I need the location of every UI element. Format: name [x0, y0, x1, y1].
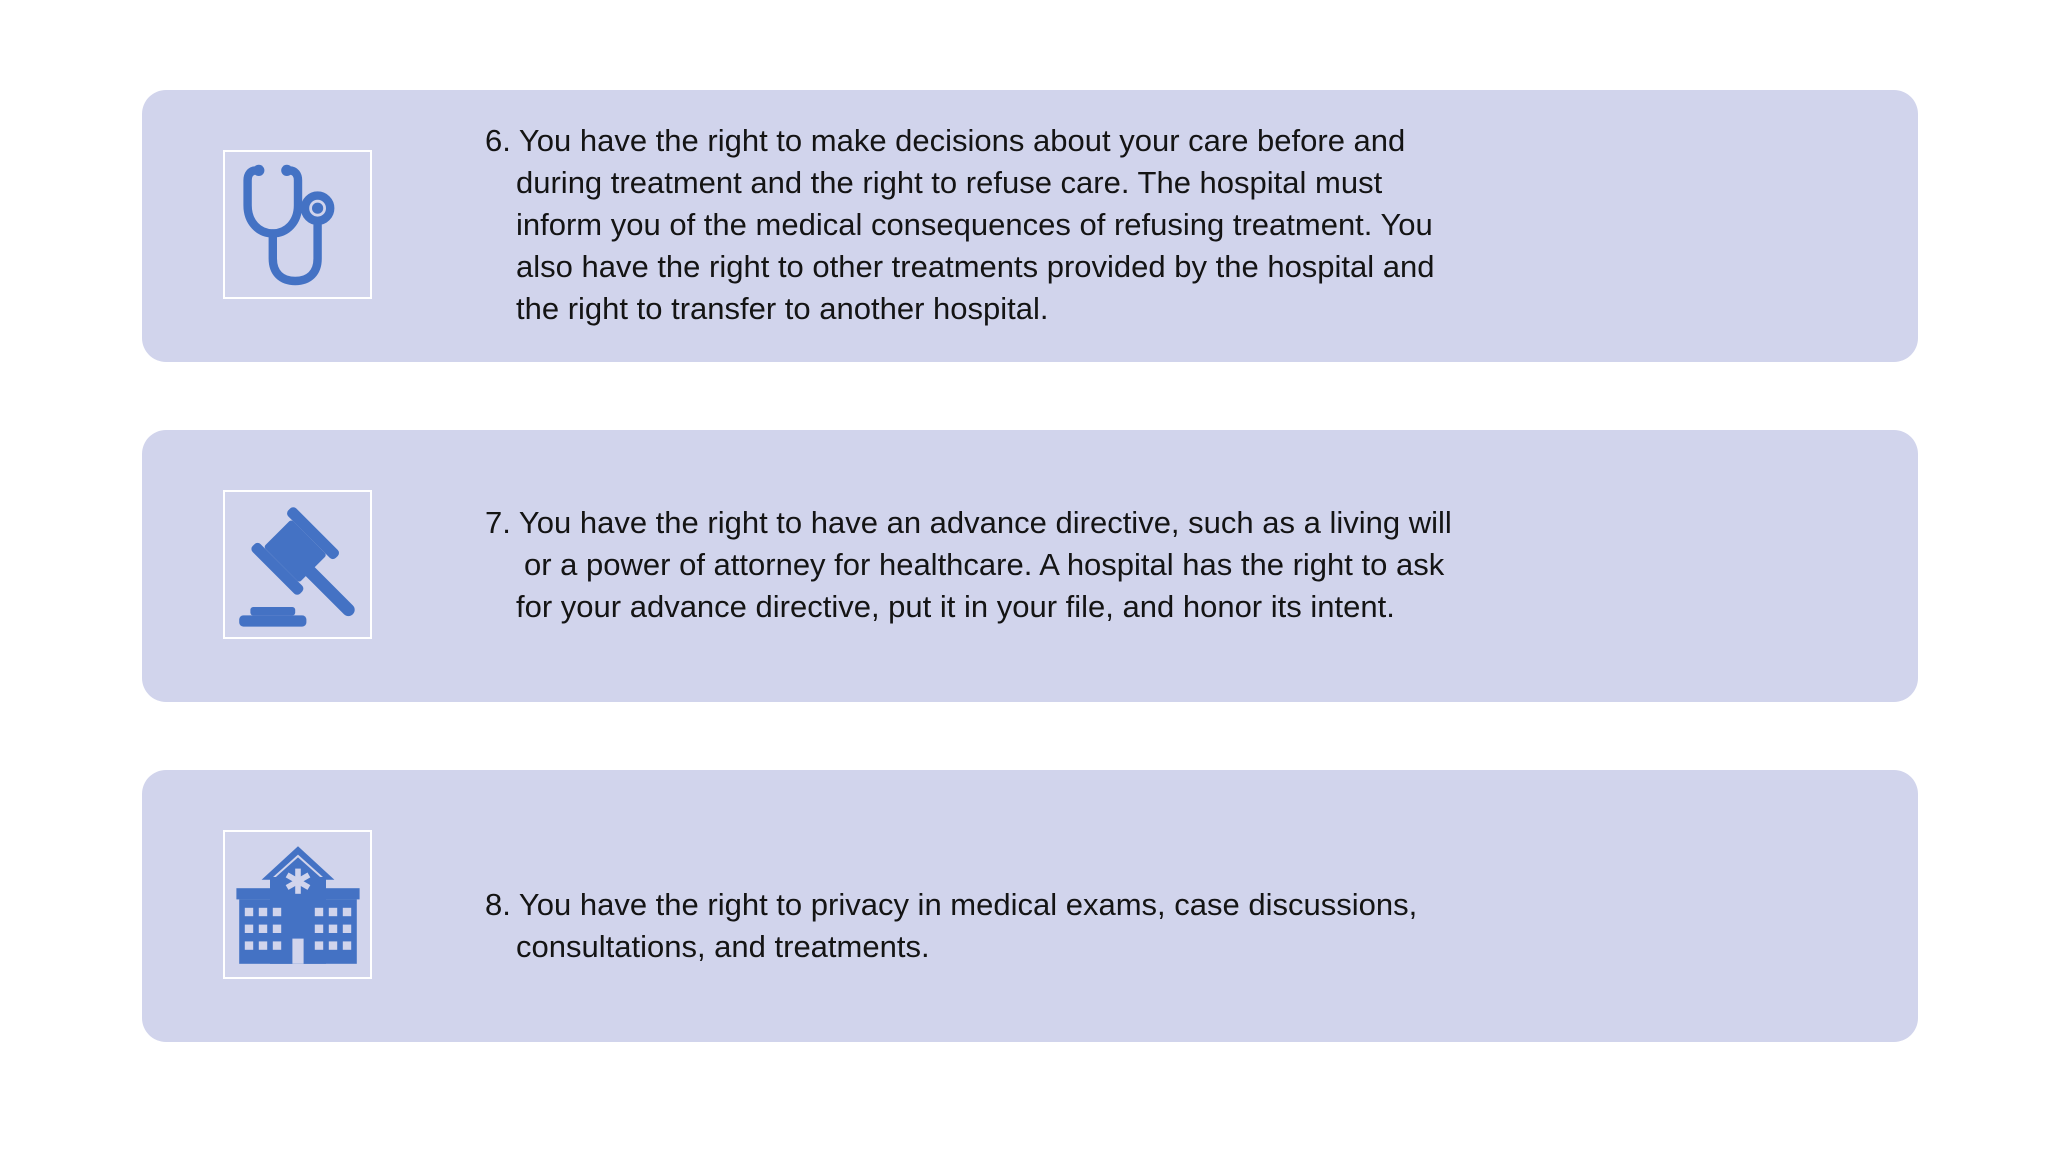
hospital-icon — [228, 835, 368, 975]
rights-card-7 — [142, 430, 1918, 702]
text-line: during treatment and the right to refuse care. The hospital must — [516, 165, 1383, 200]
text-line: the right to transfer to another hospital. — [516, 291, 1049, 326]
icon-frame — [223, 830, 372, 979]
text-line: consultations, and treatments. — [516, 929, 930, 964]
text-line: 7. You have the right to have an advance directive, such as a living will — [485, 505, 1452, 540]
text-line: 6. You have the right to make decisions about your care before and — [485, 123, 1406, 158]
rights-text-7 — [485, 502, 1585, 628]
text-line: inform you of the medical consequences of refusing treatment. You — [516, 207, 1433, 242]
icon-frame — [223, 150, 372, 299]
rights-text-6 — [485, 120, 1585, 330]
rights-card-6 — [142, 90, 1918, 362]
text-line: 8. You have the right to privacy in medical exams, case discussions, — [485, 887, 1418, 922]
text-line: for your advance directive, put it in your file, and honor its intent. — [516, 589, 1395, 624]
icon-frame — [223, 490, 372, 639]
rights-text-8 — [485, 884, 1585, 968]
text-line: also have the right to other treatments provided by the hospital and — [516, 249, 1435, 284]
gavel-icon — [228, 495, 368, 635]
stethoscope-icon — [228, 155, 368, 295]
text-line: or a power of attorney for healthcare. A hospital has the right to ask — [524, 547, 1445, 582]
rights-card-8 — [142, 770, 1918, 1042]
